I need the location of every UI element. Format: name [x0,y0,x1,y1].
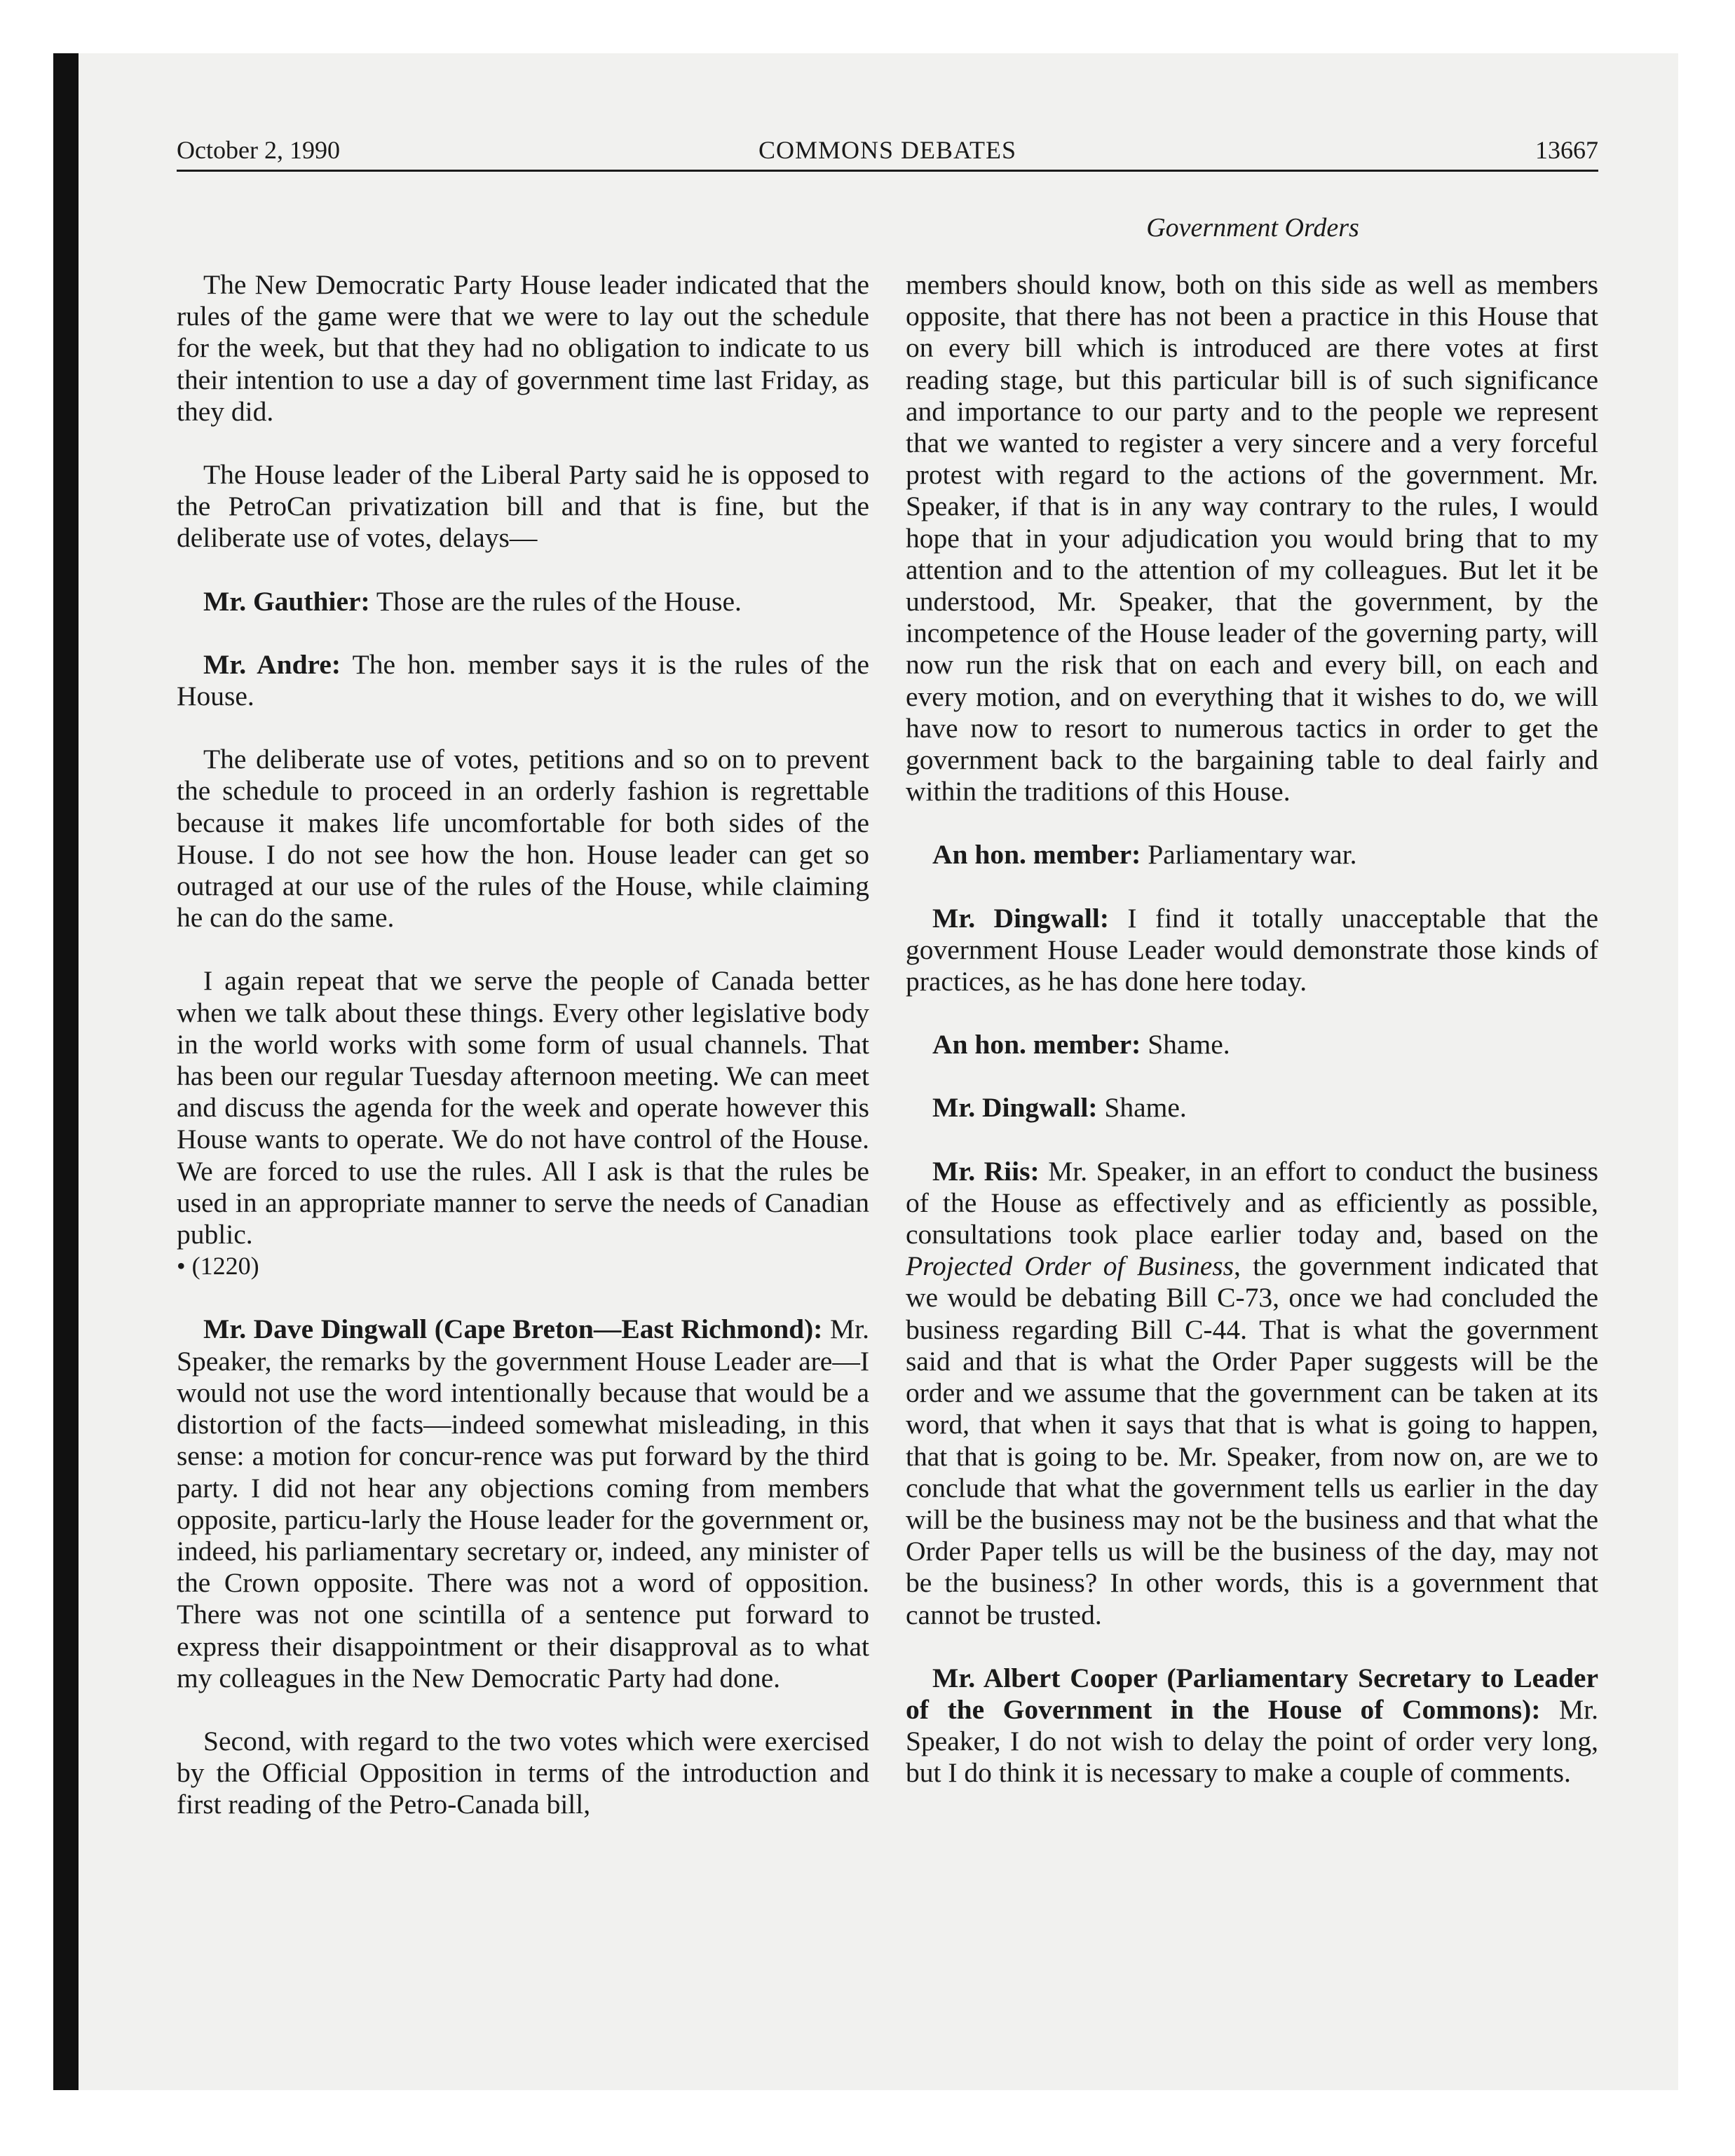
document-title-italic: Projected Order of Business [906,1250,1234,1282]
speaker-name: Mr. Dingwall: [932,902,1110,934]
speaker-name: Mr. Dave Dingwall (Cape Breton—East Richmond): [203,1314,823,1345]
speaker-name: An hon. member: [932,1029,1141,1060]
running-head [177,130,1598,172]
speaker-name: An hon. member: [932,839,1141,871]
speech-text: Mr. Speaker, the remarks by the government House Leader are—I would not use the word intentionally because that would be a distortion of the facts—indeed somewhat misleading, in this sense: a motion for concur-rence was put forward by the third party. I did not hear any objections coming from members opposite, particu-larly the House leader for the government or, indeed, his parliamentary secretary or, indeed, any minister of the Crown opposite. There was not a word of opposition. There was not one scintilla of a sentence put forward to express their disappointment or their disapproval as to what my colleagues in the New Democratic Party had done. [177,1314,869,1693]
speech-paragraph [177,649,869,712]
header-publication: COMMONS DEBATES [758,136,1017,164]
left-column [177,269,869,1821]
scan-edge-bar [53,53,79,2090]
section-label: Government Orders [1146,213,1359,243]
speaker-name: Mr. Andre: [203,648,341,680]
speech-paragraph [906,1663,1598,1789]
speech-paragraph [177,586,869,618]
header-date: October 2, 1990 [177,136,340,164]
speaker-name: Mr. Albert Cooper (Parliamentary Secretary to Leader of the Government in the House of Commons): [906,1662,1598,1725]
speech-text: Shame. [1097,1092,1187,1124]
speaker-name: Mr. Riis: [932,1155,1040,1187]
paragraph-continued: members should know, both on this side as well as members opposite, that there has not been a practice in this House that on every bill which is introduced are there votes at first reading stage, but this particular bill is of such significance and importance to our party and to the people we represent that we wanted to register a very sincere and a very forceful protest with regard to the actions of the government. Mr. Speaker, if that is in any way contrary to the rules, I would hope that in your adjudication you would bring that to my attention and to the attention of my colleagues. But let it be understood, Mr. Speaker, that the government, by the incompetence of the House leader of the governing party, will now run the risk that on each and every bill, on each and every motion, and on everything that it wishes to do, we will have now to resort to numerous tactics in order to get the government back to the bargaining table to deal fairly and within the traditions of this House. [906,269,1598,807]
speech-paragraph [906,1029,1598,1060]
paragraph: The New Democratic Party House leader indicated that the rules of the game were that we were to lay out the schedule for the week, but that they had no obligation to indicate to us their intention to use a day of government time last Friday, as they did. [177,269,869,427]
header-page-number: 13667 [1535,136,1598,164]
paragraph: Second, with regard to the two votes which were exercised by the Official Opposition in terms of the introduction and first reading of the Petro-Canada bill, [177,1725,869,1820]
paragraph: The House leader of the Liberal Party said he is opposed to the PetroCan privatization bill and that is fine, but the deliberate use of votes, delays— [177,459,869,554]
speech-text: I find it totally unacceptable that the government House Leader would demonstrate those kinds of practices, as he has done here today. [906,902,1598,997]
speech-text: Those are the rules of the House. [369,585,742,617]
speech-text: Shame. [1141,1029,1230,1060]
time-marker: • (1220) [177,1252,259,1281]
speaker-name: Mr. Dingwall: [932,1092,1098,1124]
speech-text: , the government indicated that we would be debating Bill C-73, once we had concluded the business regarding Bill C-44. That is what the government said and that is what the Order Paper suggests will be the order and we assume that the government can be taken at its word, that when it says that that is what is going to happen, that that is going to be. Mr. Speaker, from now on, are we to conclude that what the government tells us earlier in the day will be the business may not be the business and that what the Order Paper tells us will be the business of the day, may not be the business? In other words, this is a government that cannot be trusted. [906,1250,1598,1630]
speaker-name: Mr. Gauthier: [203,585,370,617]
paragraph: The deliberate use of votes, petitions and so on to prevent the schedule to proceed in an orderly fashion is regrettable because it makes life uncomfortable for both sides of the House. I do not see how the hon. House leader can get so outraged at our use of the rules of the House, while claiming he can do the same. [177,744,869,934]
speech-text: Mr. Speaker, I do not wish to delay the point of order very long, but I do think it is necessary to make a couple of comments. [906,1693,1598,1789]
speech-text: Mr. Speaker, in an effort to conduct the business of the House as effectively and as efficiently as possible, consultations took place earlier today and, based on the [906,1155,1598,1250]
speech-paragraph [177,1314,869,1693]
speech-paragraph [906,1092,1598,1124]
speech-paragraph [906,903,1598,998]
speech-paragraph [906,839,1598,871]
speech-paragraph [906,1156,1598,1631]
speech-text: The hon. member says it is the rules of the House. [177,648,869,712]
speech-text: Parliamentary war. [1141,839,1357,871]
paragraph: I again repeat that we serve the people of Canada better when we talk about these things. Every other legislative body in the world works with some form of usual channels. That has been our regular Tuesday afternoon meeting. We can meet and discuss the agenda for the week and operate however this House wants to operate. We do not have control of the House. We are forced to use the rules. All I ask is that the rules be used in an appropriate manner to serve the needs of Canadian public. [177,965,869,1250]
right-column [906,269,1598,1789]
